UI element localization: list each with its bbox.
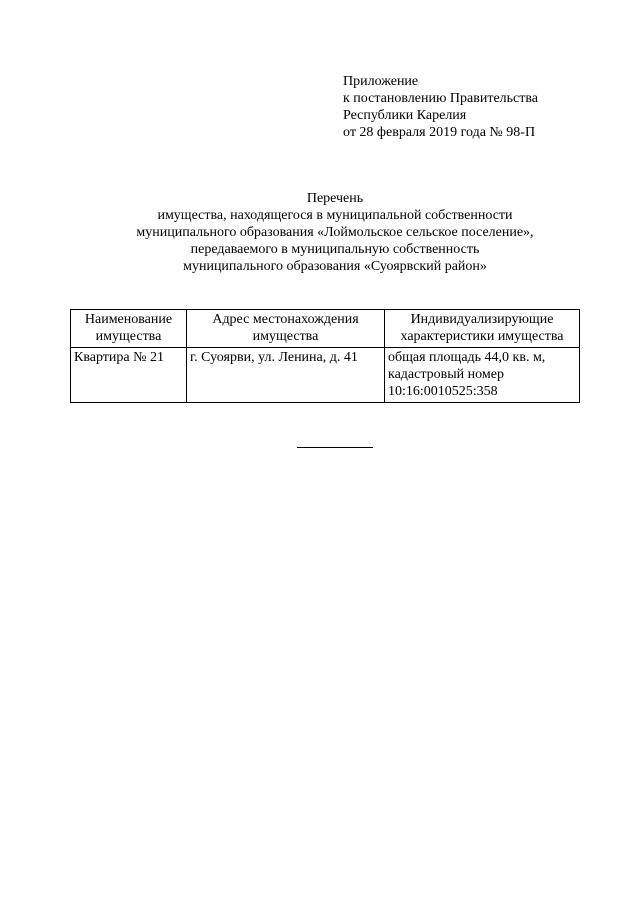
table-row — [71, 348, 580, 403]
cell-name: Квартира № 21 — [71, 348, 187, 403]
cell-address: г. Суоярви, ул. Ленина, д. 41 — [187, 348, 385, 403]
document-title — [60, 190, 610, 275]
appendix-line: от 28 февраля 2019 года № 98-П — [343, 125, 536, 140]
header-characteristics: Индивидуализирующие характеристики имущества — [385, 310, 580, 348]
appendix-line: Республики Карелия — [343, 108, 467, 123]
appendix-line: Приложение — [343, 74, 419, 89]
appendix-line: к постановлению Правительства — [343, 91, 539, 106]
header-address: Адрес местонахождения имущества — [187, 310, 385, 348]
title-line: муниципального образования «Лоймольское сельское поселение», — [136, 225, 534, 240]
property-table — [70, 309, 580, 403]
title-line: муниципального образования «Суоярвский район» — [183, 259, 487, 274]
title-line: Перечень — [306, 191, 364, 206]
appendix-block — [343, 73, 623, 141]
title-line: передаваемого в муниципальную собственность — [190, 242, 480, 257]
end-divider — [297, 447, 373, 448]
cell-characteristics: общая площадь 44,0 кв. м, кадастровый номер 10:16:0010525:358 — [385, 348, 580, 403]
header-name: Наименование имущества — [71, 310, 187, 348]
title-line: имущества, находящегося в муниципальной собственности — [157, 208, 513, 223]
table-header-row — [71, 310, 580, 348]
